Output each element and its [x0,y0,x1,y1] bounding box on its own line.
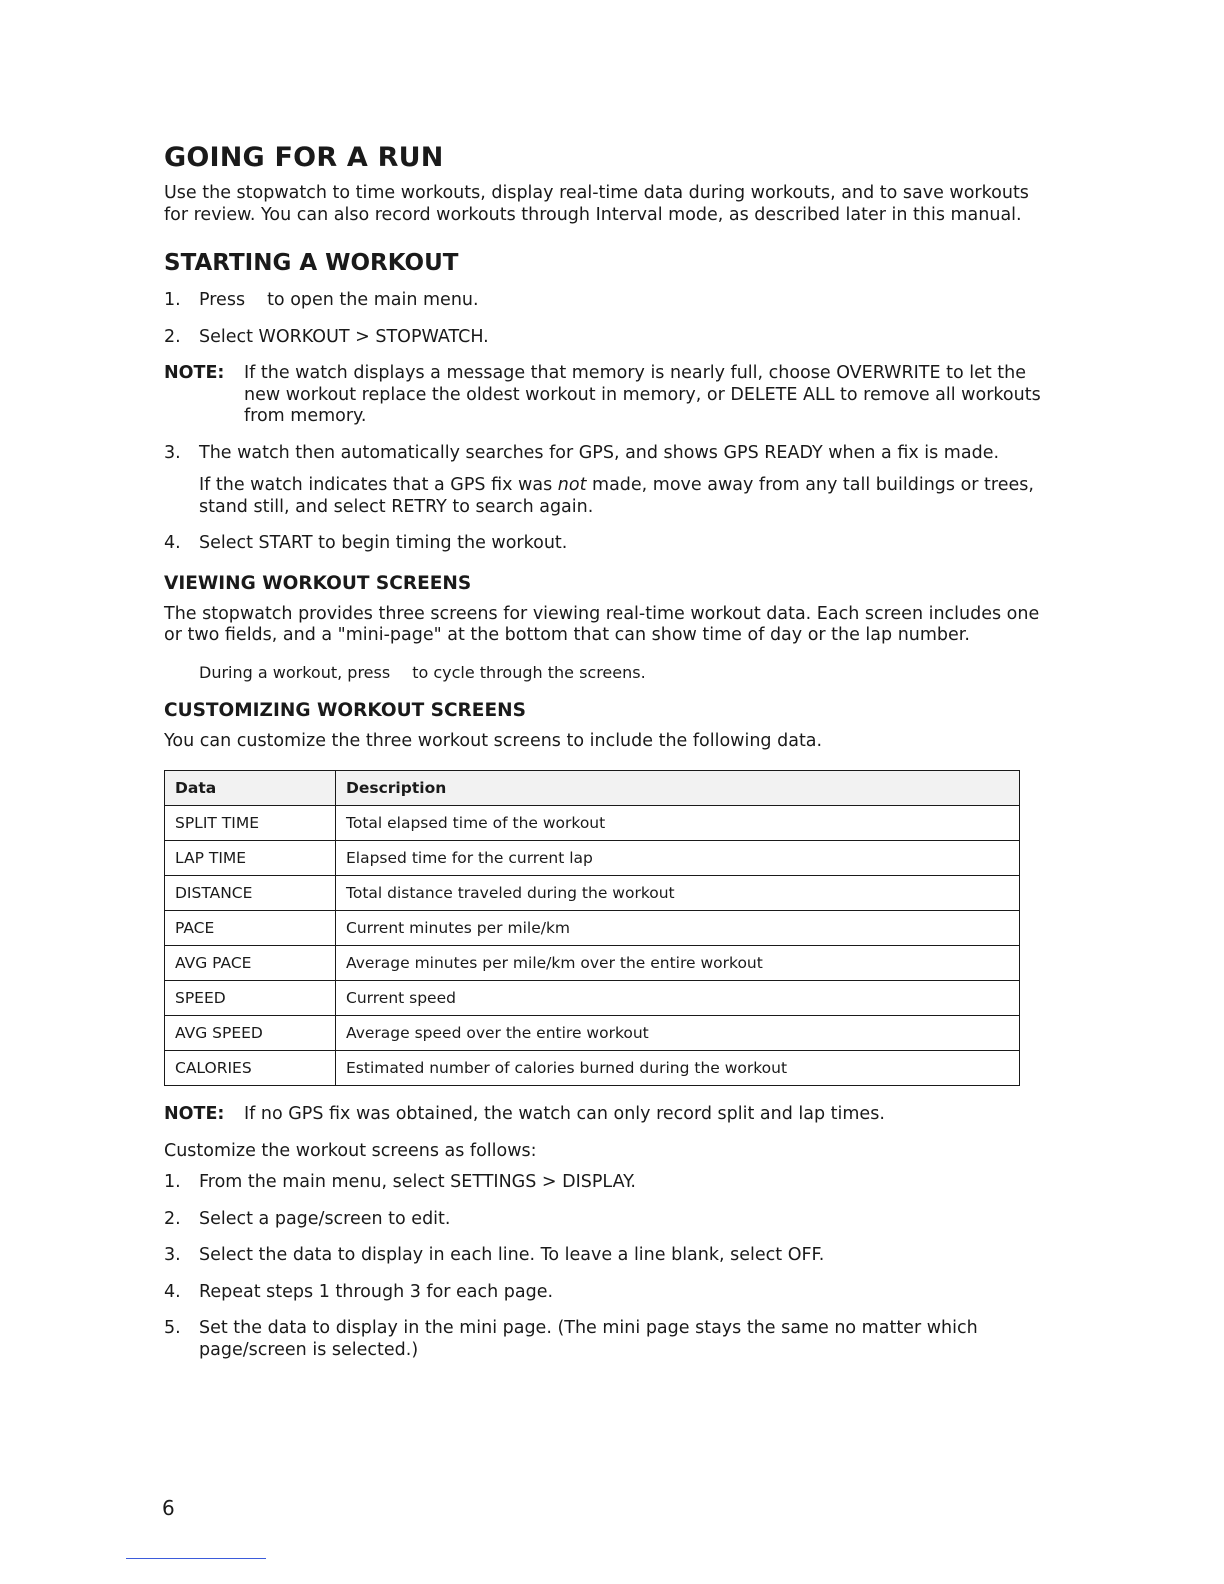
note-text: If no GPS fix was obtained, the watch can only record split and lap times. [244,1104,885,1124]
table-cell: Total elapsed time of the workout [336,806,1020,841]
table-cell: Current minutes per mile/km [336,911,1020,946]
list-item [164,1318,1044,1361]
table-header-row [165,771,1020,806]
step-number: 4. [164,533,181,553]
table-cell: Elapsed time for the current lap [336,841,1020,876]
table-cell: AVG SPEED [165,1016,336,1051]
section-title-customizing: CUSTOMIZING WORKOUT SCREENS [164,699,526,721]
data-fields-table [164,770,1020,1086]
footer-divider [126,1558,266,1559]
starting-steps-continued [164,443,1044,555]
list-item [164,533,1044,555]
table-cell: LAP TIME [165,841,336,876]
table-row [165,806,1020,841]
customizing-paragraph: You can customize the three workout screens to include the following data. [164,730,823,751]
step-text: Set the data to display in the mini page. (The mini page stays the same no matter which page/screen is selected.) [199,1318,978,1360]
table-row [165,981,1020,1016]
step-number: 3. [164,442,181,463]
intro-paragraph: Use the stopwatch to time workouts, display real-time data during workouts, and to save workouts for review. You can also record workouts through Interval mode, as described later in this manual. [164,183,1029,225]
step-text: Repeat steps 1 through 3 for each page. [199,1281,554,1302]
page-heading: GOING FOR A RUN [164,142,444,173]
tip-text: to cycle through the screens. [412,662,646,682]
table-cell: SPLIT TIME [165,806,336,841]
column-header: Data [165,771,336,806]
section-title-starting: STARTING A WORKOUT [164,250,459,276]
table-row [165,876,1020,911]
step-text: Select the data to display in each line. To leave a line blank, select OFF. [199,1245,825,1265]
step-number: 3. [164,1245,181,1265]
step-number: 1. [164,1172,181,1192]
gps-note [164,1104,1044,1126]
note-label: NOTE: [164,363,225,383]
manual-page [164,142,1044,1376]
table-cell: PACE [165,911,336,946]
list-item [164,327,1044,349]
table-row [165,841,1020,876]
page-number: 6 [162,1496,175,1520]
table-row [165,1051,1020,1086]
table-cell: SPEED [165,981,336,1016]
step-subtext: If the watch indicates that a GPS fix was not made, move away from any tall buildings or trees, stand still, and select RETRY to search again. [199,475,1034,517]
table-cell: Current speed [336,981,1020,1016]
step-text: to open the main menu. [267,290,479,310]
table-cell: DISTANCE [165,876,336,911]
step-text: Press [199,290,246,310]
list-item [164,1282,1044,1304]
list-item [164,443,1044,519]
table-row [165,1016,1020,1051]
starting-steps [164,290,1044,348]
step-text: From the main menu, select SETTINGS > DISPLAY. [199,1172,636,1192]
list-item [164,290,1044,312]
table-cell: Total distance traveled during the workout [336,876,1020,911]
step-number: 1. [164,290,181,310]
step-text: Select WORKOUT > STOPWATCH. [199,326,489,347]
table-cell: AVG PACE [165,946,336,981]
customize-lead: Customize the workout screens as follows: [164,1140,537,1161]
viewing-tip [199,663,1044,682]
step-number: 2. [164,1208,181,1229]
table-row [165,946,1020,981]
table-cell: Estimated number of calories burned during the workout [336,1051,1020,1086]
memory-note [164,363,1044,428]
table-row [165,911,1020,946]
table-cell: Average speed over the entire workout [336,1016,1020,1051]
list-item [164,1245,1044,1267]
note-label: NOTE: [164,1104,225,1124]
table-cell: Average minutes per mile/km over the entire workout [336,946,1020,981]
column-header: Description [336,771,1020,806]
step-number: 4. [164,1281,181,1302]
customize-steps [164,1172,1044,1361]
tip-text: During a workout, press [199,662,391,682]
step-number: 2. [164,326,181,347]
step-text: The watch then automatically searches for GPS, and shows GPS READY when a fix is made. [199,442,1000,463]
list-item [164,1209,1044,1231]
step-text: Select a page/screen to edit. [199,1208,451,1229]
section-title-viewing: VIEWING WORKOUT SCREENS [164,572,472,594]
note-text: If the watch displays a message that memory is nearly full, choose OVERWRITE to let the new workout replace the oldest workout in memory, or DELETE ALL to remove all workouts from memory. [244,363,1041,426]
step-text: Select START to begin timing the workout. [199,533,568,553]
list-item [164,1172,1044,1194]
viewing-paragraph: The stopwatch provides three screens for viewing real-time workout data. Each screen includes one or two fields, and a "mini-page" at the bottom that can show time of day or the lap number. [164,603,1040,645]
table-cell: CALORIES [165,1051,336,1086]
step-number: 5. [164,1318,181,1338]
